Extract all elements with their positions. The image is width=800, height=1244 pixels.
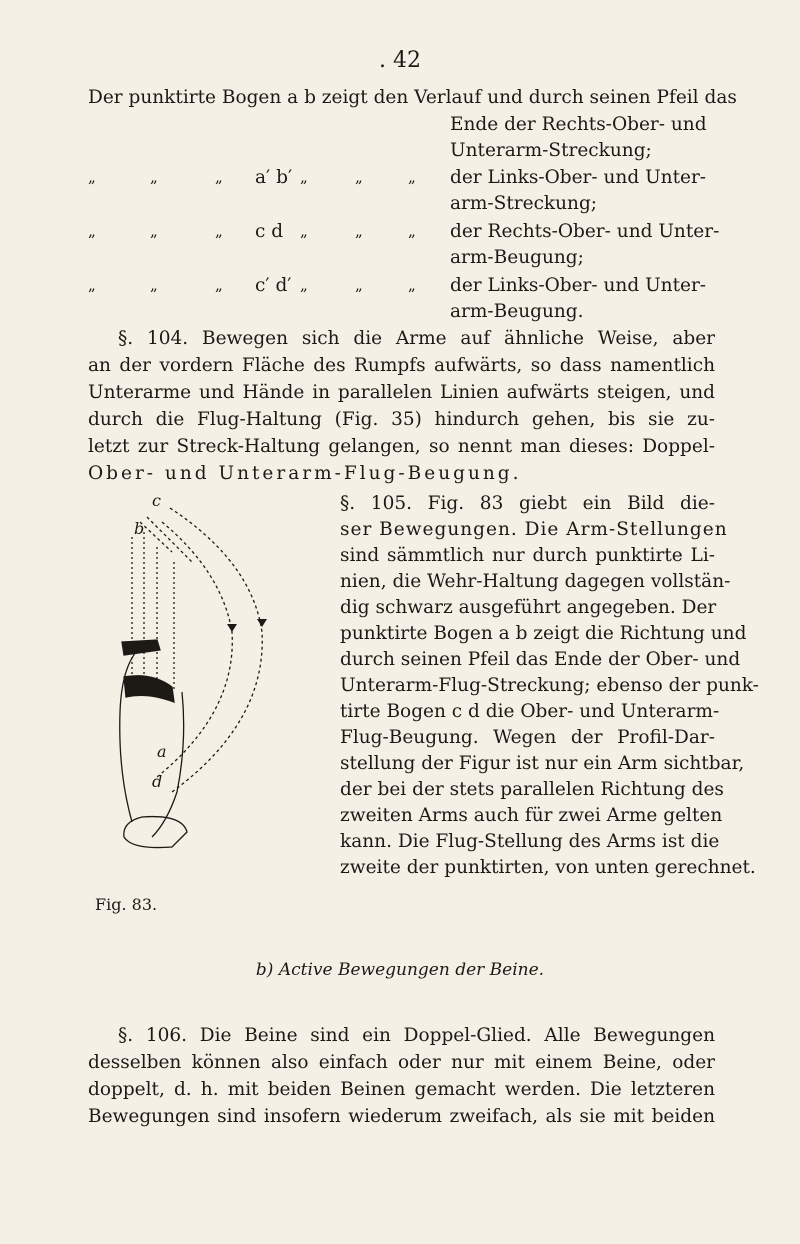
text-line: ser Bewegungen. Die Arm-Stellungen	[340, 519, 728, 540]
page-number: . 42	[379, 48, 421, 73]
ditto-mark: „	[355, 168, 363, 186]
text-line: der Rechts-Ober- und Unter-	[450, 221, 720, 242]
ditto-mark: „	[150, 168, 158, 186]
text-line: Unterarm-Streckung;	[450, 140, 652, 161]
ditto-mark: „	[88, 222, 96, 240]
ditto-mark: „	[355, 276, 363, 294]
text-line: zweiten Arms auch für zwei Arme gelten	[340, 805, 723, 826]
figure-label-c: c	[152, 492, 161, 510]
text-line: sind sämmtlich nur durch punktirte Li-	[340, 545, 715, 566]
text-line: durch seinen Pfeil das Ende der Ober- und	[340, 649, 741, 670]
text-line: durch die Flug-Haltung (Fig. 35) hindurch gehen, bis sie zu-	[88, 409, 715, 430]
text-line: Unterarme und Hände in parallelen Linien aufwärts steigen, und	[88, 382, 715, 403]
text-line: tirte Bogen c d die Ober- und Unterarm-	[340, 701, 720, 722]
text-line: §. 106. Die Beine sind ein Doppel-Glied. Alle Bewegungen	[118, 1025, 715, 1046]
text-line: nien, die Wehr-Haltung dagegen vollstän-	[340, 571, 731, 592]
text-line: der Links-Ober- und Unter-	[450, 275, 707, 296]
ditto-mark: „	[150, 276, 158, 294]
ditto-mark: „	[408, 168, 416, 186]
figure-83-illustration	[112, 492, 322, 852]
text-line: §. 105. Fig. 83 giebt ein Bild die-	[340, 493, 715, 514]
curve-label: a′ b′	[255, 167, 293, 188]
text-line: arm-Beugung.	[450, 301, 584, 322]
figure-caption: Fig. 83.	[95, 895, 158, 914]
ditto-mark: „	[408, 222, 416, 240]
text-line: stellung der Figur ist nur ein Arm sichtbar,	[340, 753, 745, 774]
ditto-mark: „	[355, 222, 363, 240]
text-line: Ende der Rechts-Ober- und	[450, 114, 707, 135]
figure-label-d: d	[152, 772, 163, 791]
ditto-mark: „	[150, 222, 158, 240]
text-line: desselben können also einfach oder nur mit einem Beine, oder	[88, 1052, 715, 1073]
figure-label-b: b	[134, 519, 145, 538]
text-line: Ober- und Unterarm-Flug-Beugung.	[88, 463, 522, 484]
ditto-mark: „	[88, 168, 96, 186]
text-line: der bei der stets parallelen Richtung des	[340, 779, 724, 800]
text-line: kann. Die Flug-Stellung des Arms ist die	[340, 831, 720, 852]
section-heading: b) Active Bewegungen der Beine.	[255, 960, 545, 980]
ditto-mark: „	[300, 222, 308, 240]
ditto-mark: „	[215, 222, 223, 240]
text-line: zweite der punktirten, von unten gerechnet.	[340, 857, 756, 878]
figure-label-a: a	[157, 742, 167, 761]
text-line: dig schwarz ausgeführt angegeben. Der	[340, 597, 717, 618]
text-line: Unterarm-Flug-Streckung; ebenso der punk-	[340, 675, 759, 696]
text-line: der Links-Ober- und Unter-	[450, 167, 707, 188]
ditto-mark: „	[408, 276, 416, 294]
curve-label: c′ d′	[255, 275, 292, 296]
text-line: letzt zur Streck-Haltung gelangen, so nennt man dieses: Doppel-	[88, 436, 715, 457]
text-line: doppelt, d. h. mit beiden Beinen gemacht werden. Die letzteren	[88, 1079, 715, 1100]
text-line: arm-Beugung;	[450, 247, 584, 268]
text-line: an der vordern Fläche des Rumpfs aufwärts, so dass namentlich	[88, 355, 715, 376]
ditto-mark: „	[215, 168, 223, 186]
text-line: Bewegungen sind insofern wiederum zweifach, als sie mit beiden	[88, 1106, 715, 1127]
ditto-mark: „	[300, 168, 308, 186]
text-line: §. 104. Bewegen sich die Arme auf ähnliche Weise, aber	[118, 328, 715, 349]
ditto-mark: „	[88, 276, 96, 294]
ditto-mark: „	[300, 276, 308, 294]
text-line: arm-Streckung;	[450, 193, 598, 214]
text-line: punktirte Bogen a b zeigt die Richtung und	[340, 623, 747, 644]
text-line: Flug-Beugung. Wegen der Profil-Dar-	[340, 727, 715, 748]
ditto-mark: „	[215, 276, 223, 294]
text-line: Der punktirte Bogen a b zeigt den Verlauf und durch seinen Pfeil das	[88, 87, 737, 108]
curve-label: c d	[255, 221, 284, 242]
